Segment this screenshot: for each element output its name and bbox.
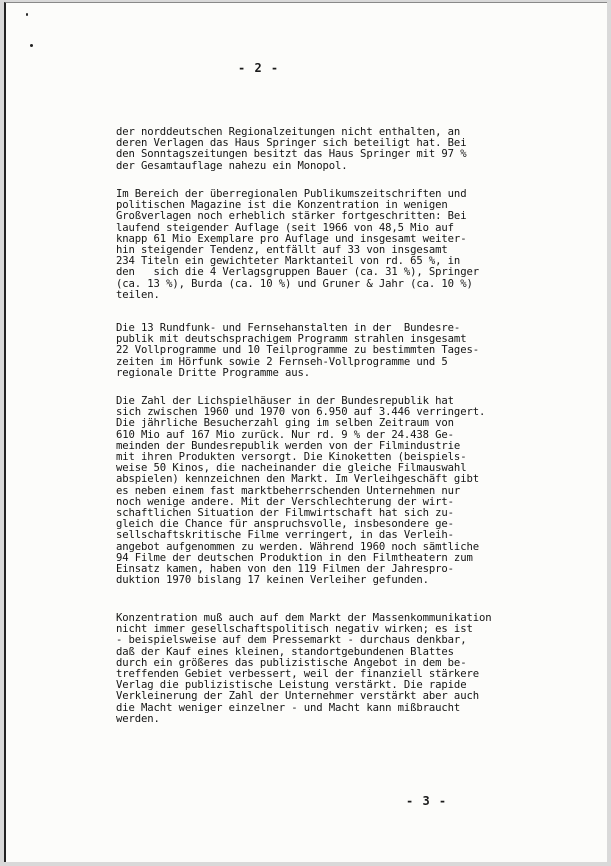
text-line: teilen. — [116, 288, 160, 301]
text-line: publik mit deutschsprachigem Programm strahlen insgesamt — [116, 333, 467, 346]
document-page — [4, 2, 607, 862]
text-line: weise 50 Kinos, die nacheinander die gleiche Filmauswahl — [116, 462, 467, 475]
text-line: hin steigender Tendenz, entfällt auf 33 von insgesamt — [116, 244, 448, 257]
text-line: der norddeutschen Regionalzeitungen nicht enthalten, an — [116, 126, 461, 138]
text-line: politischen Magazine ist die Konzentration in wenigen — [116, 199, 448, 212]
text-line: deren Verlagen das Haus Springer sich beteiligt hat. Bei — [116, 137, 467, 150]
text-line: sellschaftskritische Filme verringert, in das Verleih- — [116, 529, 454, 542]
text-line: gleich die Chance für anspruchsvolle, insbesondere ge- — [116, 518, 454, 531]
text-line: werden. — [116, 712, 160, 725]
scan-speck — [30, 44, 33, 47]
text-line: angebot aufgenommen zu werden. Während 1960 noch sämtliche — [116, 540, 479, 553]
paragraph-magazines — [116, 189, 479, 301]
text-line: nicht immer gesellschaftspolitisch negativ wirken; es ist — [116, 623, 473, 636]
text-line: den sich die 4 Verlagsgruppen Bauer (ca. 31 %), Springer — [116, 266, 479, 279]
text-line: treffenden Gebiet verbessert, weil der finanziell stärkere — [116, 668, 479, 681]
page-number: - 2 - — [238, 61, 280, 75]
text-line: schaftlichen Situation der Filmwirtschaft hat sich zu- — [116, 507, 454, 520]
text-line: noch wenige andere. Mit der Verschlechterung der wirt- — [116, 495, 454, 508]
text-line: 234 Titeln ein gewichteter Marktanteil von rd. 65 %, in — [116, 255, 461, 268]
text-line: 610 Mio auf 167 Mio zurück. Nur rd. 9 % der 24.438 Ge- — [116, 428, 454, 441]
text-line: regionale Dritte Programme aus. — [116, 366, 310, 379]
text-line: mit ihren Produkten versorgt. Die Kinoketten (beispiels- — [116, 451, 467, 464]
text-line: zeiten im Hörfunk sowie 2 Fernseh-Vollprogramme und 5 — [116, 355, 448, 368]
text-line: sich zwischen 1960 und 1970 von 6.950 auf 3.446 verringert. — [116, 406, 486, 419]
text-line: Die 13 Rundfunk- und Fernsehanstalten in der Bundesre- — [116, 322, 461, 334]
text-line: daß der Kauf eines kleinen, standortgebundenen Blattes — [116, 645, 454, 658]
text-line: 22 Vollprogramme und 10 Teilprogramme zu bestimmten Tages- — [116, 344, 479, 357]
text-line: es neben einem fast marktbeherrschenden Unternehmen nur — [116, 484, 461, 497]
text-line: Konzentration muß auch auf dem Markt der Massenkommunikation — [116, 612, 492, 624]
text-line: duktion 1970 bislang 17 keinen Verleiher gefunden. — [116, 574, 429, 587]
scan-speck — [26, 13, 28, 16]
text-line: Die jährliche Besucherzahl ging im selben Zeitraum von — [116, 417, 454, 430]
text-line: 94 Filme der deutschen Produktion in den Filmtheatern zum — [116, 551, 473, 564]
text-line: knapp 61 Mio Exemplare pro Auflage und insgesamt weiter- — [116, 232, 467, 245]
text-line: meinden der Bundesrepublik werden von der Filmindustrie — [116, 439, 461, 452]
text-line: den Sonntagszeitungen besitzt das Haus Springer mit 97 % — [116, 148, 467, 161]
text-line: durch ein größeres das publizistische Angebot in dem be- — [116, 656, 467, 669]
text-line: Verlag die publizistische Leistung verstärkt. Die rapide — [116, 679, 467, 692]
paragraph-springer-sunday — [116, 127, 466, 172]
text-line: Die Zahl der Lichspielhäuser in der Bundesrepublik hat — [116, 395, 454, 407]
text-line: (ca. 13 %), Burda (ca. 10 %) und Gruner & Jahr (ca. 10 %) — [116, 277, 473, 290]
text-line: Großverlagen noch erheblich stärker fortgeschritten: Bei — [116, 210, 467, 223]
text-line: Im Bereich der überregionalen Publikumszeitschriften und — [116, 188, 467, 200]
text-line: Verkleinerung der Zahl der Unternehmer verstärkt aber auch — [116, 690, 479, 703]
text-line: laufend steigender Auflage (seit 1966 von 48,5 Mio auf — [116, 221, 454, 234]
next-page-marker: - 3 - — [406, 794, 448, 808]
text-line: abspielen) kennzeichnen den Markt. Im Verleihgeschäft gibt — [116, 473, 479, 486]
paragraph-cinemas — [116, 396, 485, 586]
text-line: - beispielsweise auf dem Pressemarkt - durchaus denkbar, — [116, 634, 467, 647]
text-line: Einsatz kamen, haben von den 119 Filmen der Jahrespro- — [116, 563, 454, 576]
text-line: die Macht weniger einzelner - und Macht kann mißbraucht — [116, 701, 461, 714]
paragraph-broadcasting — [116, 323, 479, 379]
paragraph-concentration — [116, 613, 491, 725]
text-line: der Gesamtauflage nahezu ein Monopol. — [116, 159, 348, 172]
